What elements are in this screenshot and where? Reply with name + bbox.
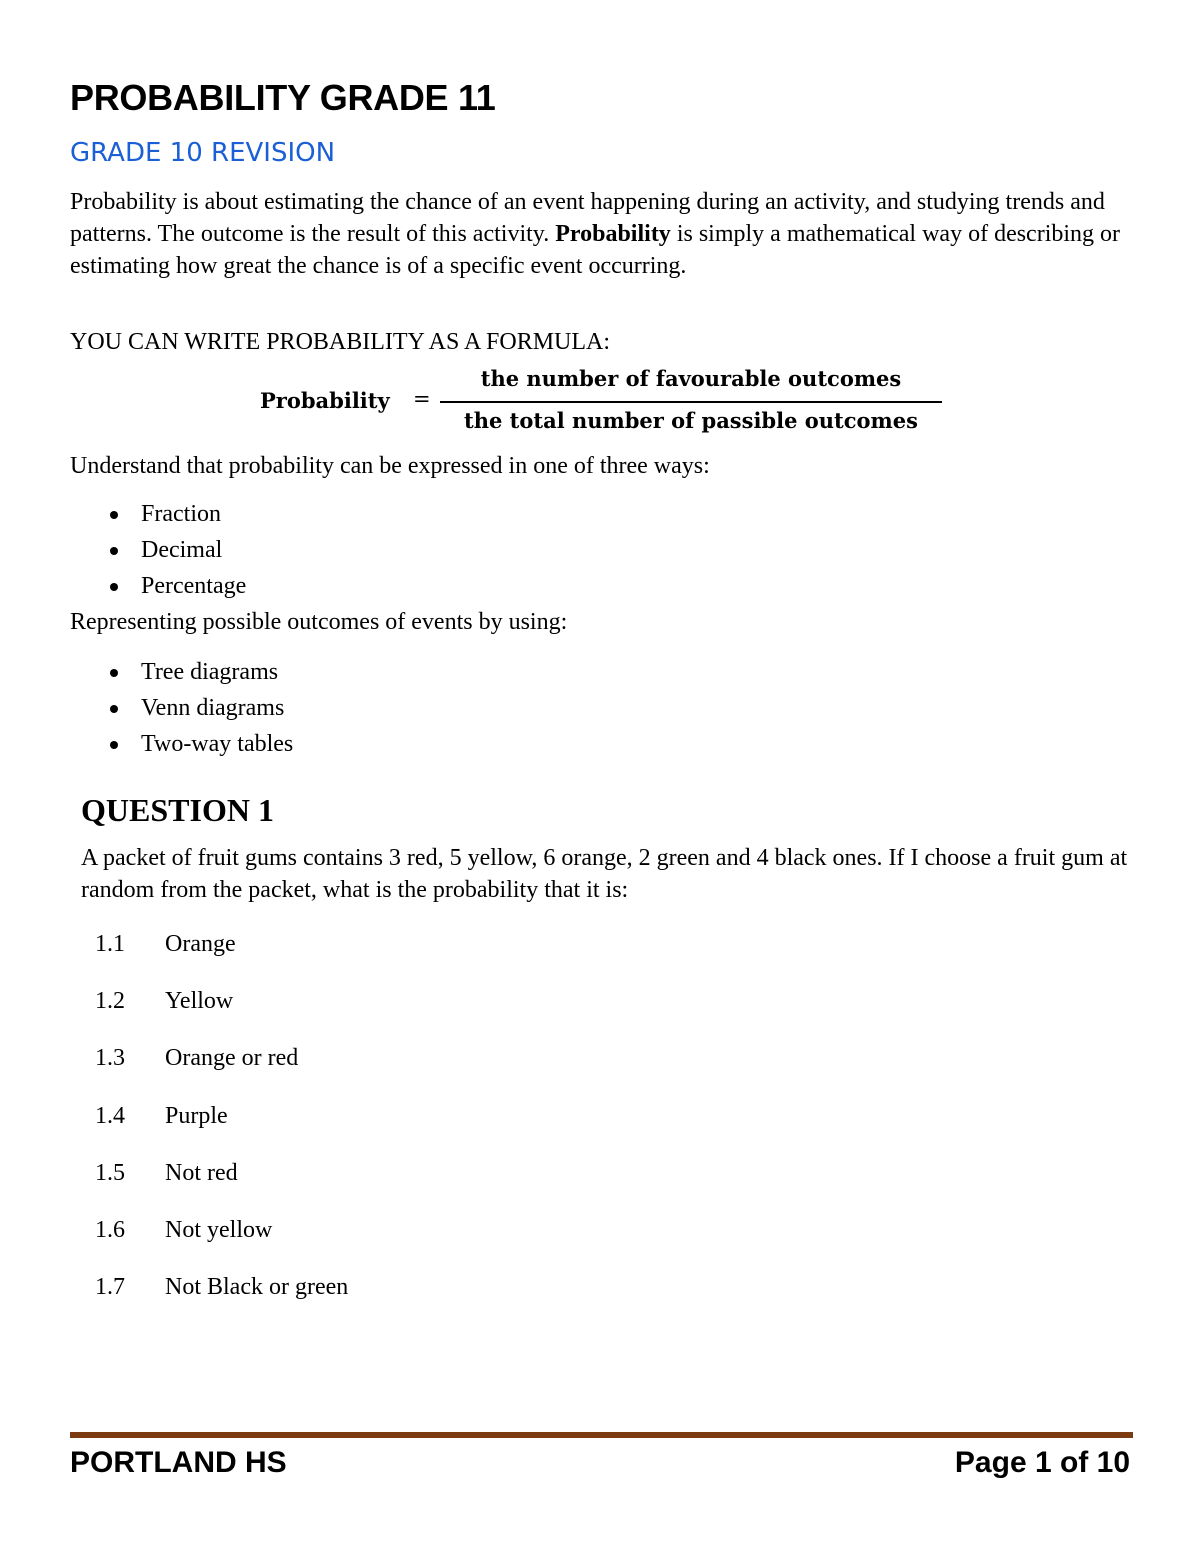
formula-label: YOU CAN WRITE PROBABILITY AS A FORMULA:	[70, 329, 611, 355]
item-number: 1.2	[95, 988, 125, 1015]
question-heading: QUESTION 1	[81, 792, 274, 828]
intro-paragraph	[70, 186, 1140, 282]
formula-equals: =	[413, 387, 431, 411]
intro-bold-term: Probability	[555, 221, 671, 247]
list-item: Venn diagrams	[104, 692, 293, 728]
footer-page-number: Page 1 of 10	[954, 1446, 1130, 1479]
item-label: Yellow	[165, 988, 234, 1015]
fraction-bar	[440, 401, 942, 403]
page-title: PROBABILITY GRADE 11	[70, 77, 496, 118]
ways-list	[104, 498, 246, 606]
item-label: Not red	[165, 1159, 238, 1186]
item-label: Orange or red	[165, 1045, 299, 1072]
representing-intro: Representing possible outcomes of events by using:	[70, 609, 568, 635]
section-subtitle: GRADE 10 REVISION	[70, 138, 336, 168]
item-label: Purple	[165, 1102, 228, 1129]
formula-lhs: Probability	[260, 388, 390, 413]
item-number: 1.5	[95, 1159, 125, 1186]
intro-text-2: is simply a mathematical way of describing or estimating how great the chance is of a specific event occurring.	[70, 221, 1121, 279]
footer-divider	[70, 1432, 1133, 1438]
footer-school-name: PORTLAND HS	[70, 1446, 287, 1479]
list-item: Two-way tables	[104, 728, 293, 764]
item-label: Not yellow	[165, 1216, 273, 1243]
item-number: 1.7	[95, 1274, 125, 1301]
question-text: A packet of fruit gums contains 3 red, 5 yellow, 6 orange, 2 green and 4 black ones. If I choose a fruit gum at random from the packet, what is the probability that it is:	[81, 845, 1128, 903]
list-item: Tree diagrams	[104, 656, 293, 692]
item-number: 1.3	[95, 1045, 125, 1072]
intro-text-1: Probability is about estimating the chance of an event happening during an activity, and studying trends and patterns. The outcome is the result of this activity.	[70, 189, 1105, 247]
representing-list	[104, 656, 293, 764]
item-number: 1.6	[95, 1216, 125, 1243]
item-number: 1.1	[95, 931, 125, 957]
formula-denominator: the total number of passible outcomes	[464, 408, 918, 433]
list-item: Percentage	[104, 570, 246, 606]
item-number: 1.4	[95, 1102, 125, 1129]
item-label: Not Black or green	[165, 1274, 349, 1301]
list-item: Fraction	[104, 498, 246, 534]
formula-numerator: the number of favourable outcomes	[480, 366, 902, 391]
item-label: Orange	[165, 931, 236, 957]
list-item: Decimal	[104, 534, 246, 570]
ways-intro: Understand that probability can be expressed in one of three ways:	[70, 453, 710, 479]
